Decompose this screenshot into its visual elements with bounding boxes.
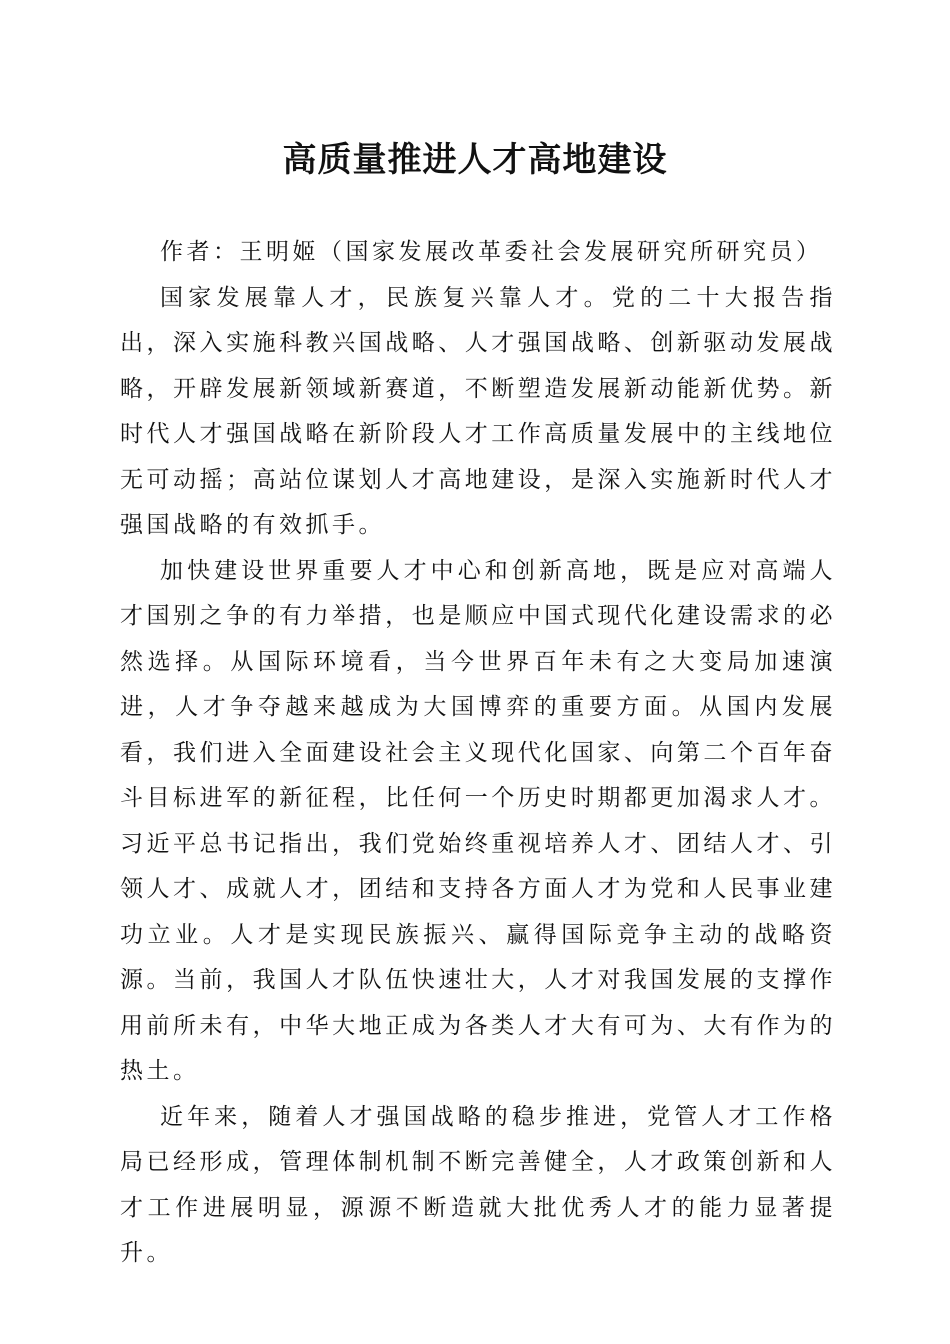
author-line: 作者：王明姬（国家发展改革委社会发展研究所研究员） — [160, 239, 823, 265]
article-body — [120, 230, 836, 1277]
paragraph-2: 加快建设世界重要人才中心和创新高地，既是应对高端人才国别之争的有力举措，也是顺应中国式现代化建设需求的必然选择。从国际环境看，当今世界百年未有之大变局加速演进，人才争夺越来越成为大国博弈的重要方面。从国内发展看，我们进入全面建设社会主义现代化国家、向第二个百年奋斗目标进军的新征程，比任何一个历史时期都更加渴求人才。习近平总书记指出，我们党始终重视培养人才、团结人才、引领人才、成就人才，团结和支持各方面人才为党和人民事业建功立业。人才是实现民族振兴、赢得国际竞争主动的战略资源。当前，我国人才队伍快速壮大，人才对我国发展的支撑作用前所未有，中华大地正成为各类人才大有可为、大有作为的热土。 — [120, 557, 836, 1084]
paragraph-1: 国家发展靠人才，民族复兴靠人才。党的二十大报告指出，深入实施科教兴国战略、人才强国战略、创新驱动发展战略，开辟发展新领域新赛道，不断塑造发展新动能新优势。新时代人才强国战略在新阶段人才工作高质量发展中的主线地位无可动摇；高站位谋划人才高地建设，是深入实施新时代人才强国战略的有效抓手。 — [120, 284, 836, 538]
article-title: 高质量推进人才高地建设 — [282, 140, 668, 180]
paragraph-3: 近年来，随着人才强国战略的稳步推进，党管人才工作格局已经形成，管理体制机制不断完善健全，人才政策创新和人才工作进展明显，源源不断造就大批优秀人才的能力显著提升。 — [120, 1103, 836, 1266]
